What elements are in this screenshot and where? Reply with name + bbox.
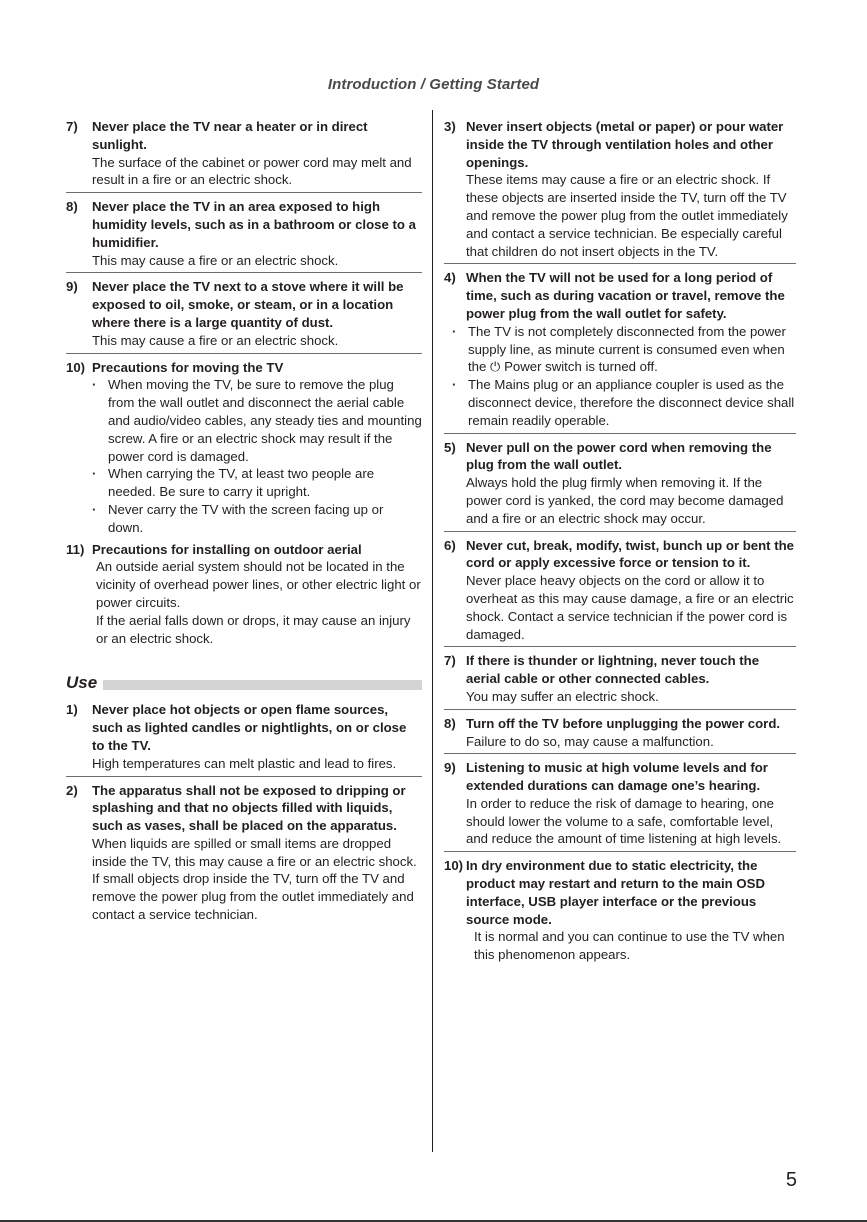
item-body: High temperatures can melt plastic and lead to fires. [92,755,397,771]
item-heading: Never cut, break, modify, twist, bunch up or bent the cord or apply excessive force or tension to it. [466,537,795,571]
item-heading: Never place the TV next to a stove where it will be exposed to oil, smoke, or steam, or in a location where there is a large quantity of dust. [92,279,404,330]
list-item [66,780,422,926]
page-header: Introduction / Getting Started [327,76,540,93]
item-heading: When the TV will not be used for a long period of time, such as during vacation or travel, remove the power plug from the wall outlet for safety. [466,270,785,321]
list-item [66,116,422,193]
item-number: 5) [444,439,456,455]
list-item [444,267,796,433]
item-body: Never place heavy objects on the cord or allow it to overheat as this may cause damage, a fire or an electric shock. Contact a service technician if the power cord is damaged. [466,573,794,642]
section-bar [103,680,422,690]
item-body: The surface of the cabinet or power cord may melt and result in a fire or an electric shock. [92,154,412,188]
item-number: 3) [444,119,456,134]
list-item [444,535,796,648]
item-heading: Never pull on the power cord when removing the plug from the wall outlet. [466,439,772,473]
item-number: 4) [444,270,456,286]
list-item [66,357,422,539]
list-item [66,196,422,273]
item-number: 10) [444,858,464,874]
bullet-item: · The Mains plug or an appliance coupler is used as the disconnect device, therefore the disconnect device shall remain readily operable. [450,376,796,429]
item-number: 6) [444,537,456,553]
list-item [444,713,796,755]
section-title-use: Use [66,673,422,693]
list-item [444,116,796,264]
item-body: An outside aerial system should not be located in the vicinity of overhead power lines, or other electric light or power circuits. [96,559,421,610]
item-heading: In dry environment due to static electricity, the product may restart and return to the main OSD interface, USB player interface or the previous source mode. [466,858,765,927]
item-heading: The apparatus shall not be exposed to dripping or splashing and that no objects filled with liquids, such as vases, shall be placed on the apparatus. [92,782,406,834]
bullet-item: · The TV is not completely disconnected from the power supply line, as minute current is consumed even when the ⏻ Power switch is turned off. [450,323,796,376]
list-item [66,539,422,650]
item-body: If small objects drop inside the TV, turn off the TV and remove the power plug from the outlet immediately and contact a service technician. [92,871,414,923]
bullet-item: · When moving the TV, be sure to remove the plug from the wall outlet and disconnect the aerial cable and audio/video cables, any steady ties and mounting screw. A fire or an electric shock may result if the power cord is damaged. [90,376,422,465]
item-heading: Precautions for moving the TV [92,359,284,375]
item-heading: Listening to music at high volume levels and for extended durations can damage one’s hearing. [466,760,768,794]
item-number: 8) [444,715,456,731]
item-heading: Precautions for installing on outdoor aerial [92,541,362,557]
item-body: This may cause a fire or an electric shock. [92,332,339,348]
list-item [66,699,422,776]
item-heading: Never place hot objects or open flame sources, such as lighted candles or nightlights, on or close to the TV. [92,702,407,753]
item-number: 2) [66,782,78,798]
item-body: In order to reduce the risk of damage to hearing, one should lower the volume to a safe, comfortable level, and reduce the amount of time listening at high levels. [466,795,782,847]
item-number: 1) [66,702,78,718]
item-number: 9) [444,760,456,776]
item-body: These items may cause a fire or an electric shock. If these objects are inserted inside the TV, turn off the TV and remove the power plug from the outlet immediately and contact a service technician. Be especially careful that children do not insert objects in the TV. [466,172,788,259]
item-heading: Turn off the TV before unplugging the power cord. [466,715,781,731]
bullet-item: · When carrying the TV, at least two people are needed. Be sure to carry it upright. [90,465,422,501]
list-item [444,650,796,709]
item-heading: If there is thunder or lightning, never touch the aerial cable or other connected cables. [466,653,760,687]
column-divider [432,110,433,1152]
list-item [444,757,796,852]
item-body: This may cause a fire or an electric shock. [92,252,339,268]
item-body: It is normal and you can continue to use the TV when this phenomenon appears. [474,929,785,963]
item-number: 7) [444,653,456,669]
item-body: Always hold the plug firmly when removing it. If the power cord is yanked, the cord may become damaged and a fire or an electric shock may occur. [466,475,784,526]
item-heading: Never place the TV in an area exposed to high humidity levels, such as in a bathroom or close to a humidifier. [92,199,416,250]
left-column [66,116,422,926]
item-heading: Never insert objects (metal or paper) or pour water inside the TV through ventilation holes and other openings. [466,119,784,170]
item-body: If the aerial falls down or drops, it may cause an injury or an electric shock. [96,612,411,646]
item-body: Failure to do so, may cause a malfunction. [466,733,714,749]
bullet-item: · Never carry the TV with the screen facing up or down. [90,501,422,537]
list-item [444,437,796,532]
item-number: 7) [66,119,78,134]
item-number: 10) [66,359,86,375]
page-number: 5 [785,1169,797,1191]
list-item [66,276,422,353]
item-body: You may suffer an electric shock. [466,688,659,704]
item-number: 11) [66,541,85,557]
right-column [444,116,796,966]
item-number: 9) [66,279,78,295]
list-item [444,855,796,966]
item-body: When liquids are spilled or small items are dropped inside the TV, this may cause a fire or an electric shock. [92,835,417,869]
item-heading: Never place the TV near a heater or in direct sunlight. [92,119,368,152]
item-number: 8) [66,199,78,215]
